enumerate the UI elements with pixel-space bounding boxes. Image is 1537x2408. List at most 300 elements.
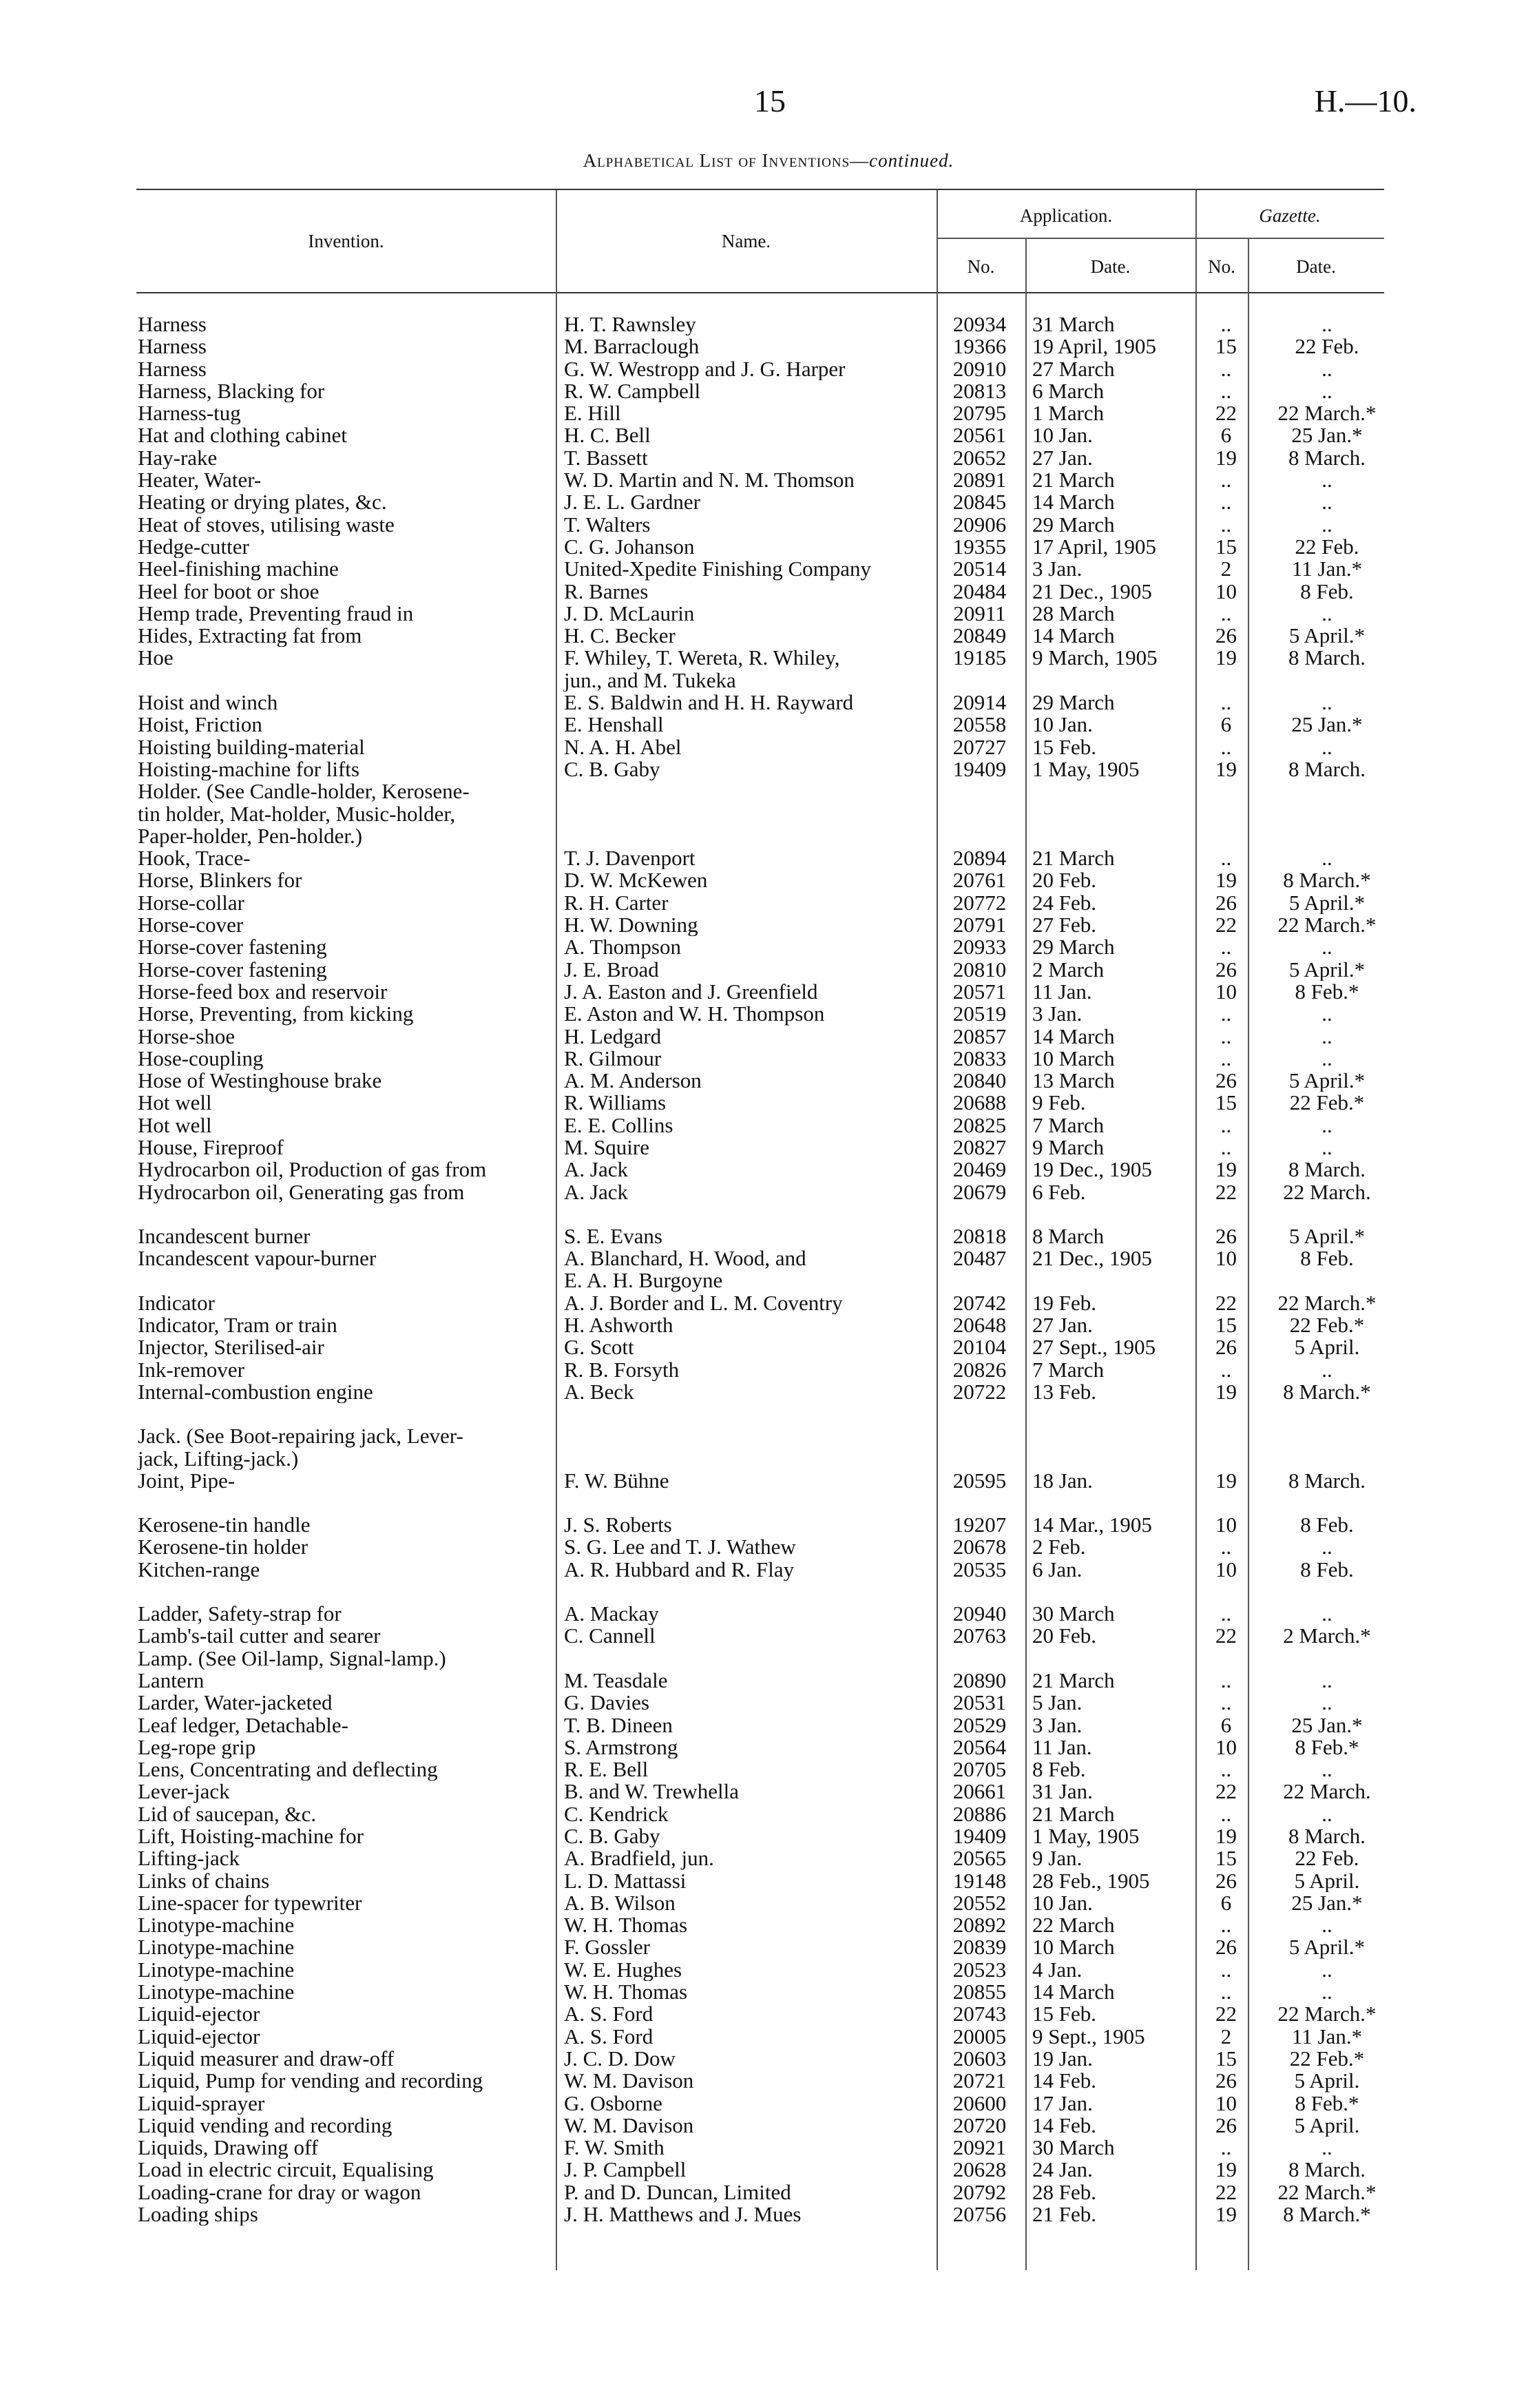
application-no-cell: 20855 — [952, 1981, 1007, 2004]
table-row — [136, 1026, 1402, 1048]
gazette-date-cell: 22 March.* — [1277, 1291, 1377, 1315]
application-date-cell: 8 March — [1032, 1225, 1105, 1248]
invention-cell: Horse-shoe — [138, 1025, 236, 1048]
invention-cell: Harness, Blacking for — [138, 380, 325, 403]
application-date-cell: 9 March — [1032, 1136, 1105, 1159]
invention-cell: Lantern — [138, 1669, 205, 1692]
gazette-date-cell: 8 March.* — [1283, 869, 1371, 892]
gazette-date-cell: 8 Feb. — [1300, 1558, 1354, 1581]
invention-cell: Horse, Preventing, from kicking — [138, 1003, 414, 1026]
spacer-row — [136, 1203, 1402, 1225]
gazette-date-cell — [1252, 1648, 1402, 1670]
invention-cell: Hat and clothing cabinet — [138, 424, 347, 447]
application-date-cell: 8 Feb. — [1032, 1758, 1086, 1781]
name-cell: J. P. Campbell — [564, 2159, 687, 2181]
application-date-cell — [1023, 825, 1200, 847]
gazette-no-cell: 10 — [1215, 1247, 1237, 1270]
name-cell: H. Ledgard — [564, 1025, 662, 1048]
application-date-cell: 14 March — [1032, 625, 1115, 647]
name-cell: P. and D. Duncan, Limited — [564, 2181, 791, 2204]
name-cell — [556, 1648, 937, 1670]
gazette-no-cell: .. — [1220, 1114, 1232, 1136]
application-no-cell: 20914 — [952, 692, 1007, 714]
gazette-no-cell — [1200, 825, 1252, 847]
gazette-date-cell: .. — [1321, 847, 1332, 870]
gazette-date-cell: 11 Jan.* — [1291, 558, 1363, 581]
gazette-no-cell: 26 — [1215, 625, 1237, 647]
application-no-cell: 20940 — [952, 1603, 1007, 1626]
gazette-date-cell: 8 Feb.* — [1295, 980, 1359, 1004]
table-row — [136, 1181, 1402, 1203]
application-no-cell: 20519 — [952, 1003, 1007, 1026]
application-date-cell — [1023, 670, 1200, 692]
gazette-date-cell — [1252, 670, 1402, 692]
application-date-cell: 14 Feb. — [1032, 2114, 1096, 2137]
gazette-no-cell — [1200, 1648, 1252, 1670]
invention-cell: House, Fireproof — [138, 1136, 284, 1159]
table-row — [136, 692, 1402, 714]
gazette-date-cell: 5 April. — [1294, 1869, 1360, 1892]
application-no-cell: 20535 — [952, 1558, 1007, 1581]
name-cell: A. S. Ford — [564, 2025, 654, 2048]
invention-cell: tin holder, Mat-holder, Music-holder, — [138, 802, 456, 825]
gazette-date-cell: .. — [1321, 513, 1332, 536]
invention-cell: Hay-rake — [138, 446, 218, 470]
gazette-date-cell: 22 Feb. — [1295, 335, 1359, 358]
spacer-row — [136, 1403, 1402, 1425]
gazette-no-cell: 26 — [1215, 1869, 1237, 1892]
gazette-no-cell: 26 — [1215, 1225, 1237, 1248]
application-date-cell: 10 Jan. — [1032, 714, 1093, 736]
table-row — [136, 1425, 1402, 1447]
application-no-cell: 20772 — [952, 891, 1007, 915]
application-date-cell: 27 Feb. — [1032, 914, 1096, 937]
application-date-cell: 15 Feb. — [1032, 2003, 1096, 2026]
table-row — [136, 380, 1402, 402]
application-date-cell — [1023, 1448, 1200, 1470]
gazette-no-cell: 22 — [1215, 914, 1237, 937]
invention-cell: Hoisting building-material — [138, 736, 365, 758]
application-date-cell: 10 March — [1032, 1047, 1115, 1070]
table-row — [136, 1314, 1402, 1336]
gazette-no-cell: 22 — [1215, 1625, 1237, 1648]
gazette-date-cell: .. — [1321, 1136, 1332, 1159]
gazette-date-cell: .. — [1321, 936, 1332, 959]
document-code: H.—10. — [1314, 83, 1416, 118]
gazette-no-cell: 26 — [1215, 891, 1237, 915]
spacer-cell — [1200, 1581, 1252, 1603]
invention-cell: Hoist, Friction — [138, 714, 262, 736]
application-date-cell — [1023, 1269, 1200, 1291]
gazette-no-cell: 19 — [1215, 1825, 1237, 1848]
gazette-date-cell: 8 March.* — [1283, 2203, 1371, 2226]
gazette-no-cell: 6 — [1220, 1891, 1232, 1915]
name-cell: A. R. Hubbard and R. Flay — [564, 1558, 795, 1581]
name-cell: C. B. Gaby — [564, 1825, 660, 1848]
name-cell: S. E. Evans — [564, 1225, 662, 1248]
table-row — [136, 981, 1402, 1003]
invention-cell: Jack. (See Boot-repairing jack, Lever- — [138, 1425, 463, 1448]
name-cell: J. H. Matthews and J. Mues — [564, 2203, 802, 2226]
application-date-cell: 24 Feb. — [1032, 891, 1096, 915]
gazette-date-cell: 2 March.* — [1283, 1625, 1371, 1648]
name-cell: W. M. Davison — [564, 2114, 694, 2137]
gazette-no-cell: .. — [1220, 1803, 1232, 1825]
table-row — [136, 647, 1402, 669]
invention-cell: Larder, Water-jacketed — [138, 1692, 333, 1714]
table-row — [136, 2048, 1402, 2070]
application-date-cell: 11 Jan. — [1032, 1736, 1092, 1759]
invention-cell: Loading-crane for dray or wagon — [138, 2181, 421, 2204]
invention-cell: Linotype-machine — [138, 1981, 295, 2004]
gazette-date-cell: 8 March. — [1288, 1159, 1366, 1181]
application-no-cell: 20911 — [953, 602, 1006, 625]
gazette-date-cell: 8 March. — [1288, 1825, 1366, 1848]
gazette-no-cell: 22 — [1215, 2003, 1237, 2026]
invention-cell: Lid of saucepan, &c. — [138, 1803, 317, 1825]
table-row — [136, 1870, 1402, 1892]
gazette-date-cell: .. — [1321, 1025, 1332, 1048]
table-row — [136, 847, 1402, 869]
spacer-cell — [1252, 1492, 1402, 1514]
table-row — [136, 1914, 1402, 1936]
invention-cell: Harness-tug — [138, 402, 241, 425]
gazette-no-cell: .. — [1220, 2137, 1232, 2159]
application-no-cell: 20763 — [952, 1625, 1007, 1648]
application-no-cell: 20529 — [952, 1714, 1007, 1736]
name-cell: J. A. Easton and J. Greenfield — [564, 980, 818, 1004]
application-date-cell: 22 March — [1032, 1914, 1115, 1937]
application-date-cell: 17 Jan. — [1032, 2092, 1093, 2115]
name-cell: J. D. McLaurin — [564, 602, 695, 625]
table-row — [136, 1048, 1402, 1070]
application-no-cell: 20810 — [952, 958, 1007, 981]
name-cell: J. C. D. Dow — [564, 2047, 676, 2070]
application-date-cell — [1023, 780, 1200, 802]
table-row — [136, 625, 1402, 647]
table-row — [136, 581, 1402, 603]
spacer-cell — [136, 1203, 556, 1225]
name-cell: W. H. Thomas — [564, 1981, 688, 2004]
application-no-cell: 20792 — [952, 2181, 1007, 2204]
application-date-cell: 21 Dec., 1905 — [1032, 1247, 1152, 1270]
application-no-cell: 19409 — [952, 758, 1007, 781]
gazette-no-cell — [1200, 1448, 1252, 1470]
name-cell: L. D. Mattassi — [564, 1869, 687, 1892]
gazette-date-cell: 8 March. — [1288, 446, 1366, 470]
invention-cell: Hose of Westinghouse brake — [138, 1070, 382, 1092]
application-no-cell: 20742 — [952, 1291, 1007, 1315]
name-cell — [556, 1448, 937, 1470]
application-no-cell: 20910 — [952, 357, 1007, 380]
gazette-no-cell: .. — [1220, 1603, 1232, 1626]
application-no-cell — [937, 780, 1023, 802]
col-header-app-no: No. — [967, 256, 995, 277]
application-no-cell: 19355 — [952, 535, 1007, 559]
gazette-date-cell: .. — [1321, 1003, 1332, 1026]
invention-cell: Lift, Hoisting-machine for — [138, 1825, 364, 1848]
table-row — [136, 558, 1402, 580]
application-date-cell: 27 Jan. — [1032, 1314, 1093, 1337]
spacer-cell — [937, 1581, 1023, 1603]
gazette-date-cell: .. — [1321, 736, 1332, 758]
table-row — [136, 936, 1402, 958]
application-date-cell: 21 Feb. — [1032, 2203, 1096, 2226]
spacer-cell — [556, 1581, 937, 1603]
table-row — [136, 869, 1402, 891]
invention-cell: Load in electric circuit, Equalising — [138, 2159, 434, 2181]
application-no-cell: 20933 — [952, 936, 1007, 959]
gazette-no-cell: 22 — [1215, 1181, 1237, 1203]
application-no-cell: 20565 — [952, 1847, 1007, 1870]
application-no-cell — [937, 825, 1023, 847]
gazette-no-cell: .. — [1220, 1914, 1232, 1937]
invention-cell: Links of chains — [138, 1869, 270, 1892]
gazette-date-cell: 5 April.* — [1288, 958, 1366, 981]
spacer-cell — [1252, 1581, 1402, 1603]
application-no-cell: 20558 — [952, 714, 1007, 736]
name-cell: R. B. Forsyth — [564, 1358, 680, 1381]
gazette-date-cell: 8 March. — [1288, 2159, 1366, 2181]
invention-cell: Lamp. (See Oil-lamp, Signal-lamp.) — [138, 1647, 446, 1670]
table-row — [136, 603, 1402, 625]
invention-cell: Indicator, Tram or train — [138, 1314, 337, 1337]
gazette-date-cell: 22 March.* — [1277, 914, 1377, 937]
invention-cell: Liquid measurer and draw-off — [138, 2047, 395, 2070]
gazette-no-cell: 26 — [1215, 1936, 1237, 1959]
application-date-cell: 19 Dec., 1905 — [1032, 1159, 1152, 1181]
application-no-cell: 20652 — [952, 446, 1007, 470]
application-no-cell: 20833 — [952, 1047, 1007, 1070]
invention-cell: Liquid-sprayer — [138, 2092, 265, 2115]
gazette-no-cell: .. — [1220, 847, 1232, 870]
name-cell: A. Mackay — [564, 1603, 659, 1626]
gazette-no-cell: .. — [1220, 1003, 1232, 1026]
name-cell: T. J. Davenport — [564, 847, 696, 870]
invention-cell: Linotype-machine — [138, 1958, 295, 1982]
spacer-cell — [136, 1403, 556, 1425]
application-no-cell: 19409 — [952, 1825, 1007, 1848]
table-row — [136, 335, 1402, 357]
table-row — [136, 959, 1402, 981]
gazette-no-cell: 22 — [1215, 1781, 1237, 1803]
table-row — [136, 1359, 1402, 1381]
invention-cell: Ink-remover — [138, 1358, 244, 1381]
application-date-cell — [1023, 1425, 1200, 1447]
application-date-cell: 1 May, 1905 — [1032, 1825, 1140, 1848]
invention-cell: Internal-combustion engine — [138, 1380, 373, 1404]
spacer-cell — [1200, 1203, 1252, 1225]
gazette-date-cell: 22 Feb.* — [1289, 1092, 1365, 1114]
gazette-date-cell: .. — [1321, 491, 1332, 514]
invention-cell: Liquid vending and recording — [138, 2114, 393, 2137]
application-date-cell: 10 Jan. — [1032, 424, 1093, 447]
invention-cell: Liquid-ejector — [138, 2025, 260, 2048]
table-row — [136, 892, 1402, 914]
invention-cell: Leg-rope grip — [138, 1736, 256, 1759]
application-no-cell: 20743 — [952, 2003, 1007, 2026]
gazette-date-cell — [1252, 1425, 1402, 1447]
table-row — [136, 536, 1402, 558]
application-no-cell: 20756 — [952, 2203, 1007, 2226]
table-row — [136, 1847, 1402, 1869]
application-no-cell: 20469 — [952, 1159, 1007, 1181]
application-no-cell: 20571 — [952, 980, 1007, 1004]
spacer-cell — [136, 1492, 556, 1514]
gazette-no-cell: .. — [1220, 1981, 1232, 2004]
name-cell: A. J. Border and L. M. Coventry — [564, 1291, 843, 1315]
spacer-cell — [1023, 1492, 1200, 1514]
gazette-date-cell: .. — [1321, 2137, 1332, 2159]
table-row — [136, 1136, 1402, 1159]
name-cell: United-Xpedite Finishing Company — [564, 558, 872, 581]
application-no-cell: 20721 — [952, 2070, 1007, 2093]
application-no-cell: 20827 — [952, 1136, 1007, 1159]
application-no-cell: 20552 — [952, 1891, 1007, 1915]
table-row — [136, 1648, 1402, 1670]
application-date-cell: 10 March — [1032, 1936, 1115, 1959]
invention-cell: Linotype-machine — [138, 1914, 295, 1937]
invention-cell — [136, 1269, 556, 1291]
gazette-no-cell: 22 — [1215, 1291, 1237, 1315]
gazette-no-cell — [1200, 1269, 1252, 1291]
header-bottom-rule — [136, 292, 1384, 293]
table-row — [136, 358, 1402, 380]
gazette-no-cell: .. — [1220, 469, 1232, 492]
name-cell: T. Bassett — [564, 446, 648, 470]
application-no-cell: 20892 — [952, 1914, 1007, 1937]
title-main: Alphabetical List of Inventions— — [583, 150, 870, 171]
invention-cell: Liquid-ejector — [138, 2003, 260, 2026]
gazette-date-cell: 22 March. — [1283, 1181, 1371, 1203]
invention-cell: Hot well — [138, 1114, 212, 1136]
name-cell: A. Beck — [564, 1380, 634, 1404]
table-row — [136, 1670, 1402, 1692]
invention-cell: Lifting-jack — [138, 1847, 240, 1870]
gazette-date-cell: 8 March.* — [1283, 1380, 1371, 1404]
gazette-date-cell: 22 Feb. — [1295, 1847, 1359, 1870]
table-row — [136, 1559, 1402, 1581]
gazette-date-cell: .. — [1321, 1358, 1332, 1381]
application-no-cell: 20906 — [952, 513, 1007, 536]
spacer-cell — [556, 1203, 937, 1225]
application-no-cell: 19366 — [952, 335, 1007, 358]
application-date-cell: 19 April, 1905 — [1032, 335, 1156, 358]
invention-cell: Joint, Pipe- — [138, 1469, 236, 1493]
application-no-cell: 20825 — [952, 1114, 1007, 1136]
table-row — [136, 1692, 1402, 1714]
application-date-cell: 3 Jan. — [1032, 1003, 1083, 1026]
invention-cell: Leaf ledger, Detachable- — [138, 1714, 348, 1736]
name-cell: J. E. Broad — [564, 958, 659, 981]
application-no-cell: 20840 — [952, 1070, 1007, 1092]
application-date-cell: 9 Jan. — [1032, 1847, 1083, 1870]
invention-cell: Harness — [138, 313, 207, 336]
spacer-cell — [937, 1403, 1023, 1425]
gazette-no-cell: 19 — [1215, 2203, 1237, 2226]
application-no-cell: 20813 — [952, 380, 1007, 403]
table-row — [136, 1381, 1402, 1403]
gazette-no-cell: 15 — [1215, 335, 1237, 358]
gazette-no-cell: 15 — [1215, 535, 1237, 559]
application-date-cell: 14 March — [1032, 491, 1115, 514]
application-date-cell — [1023, 1648, 1200, 1670]
name-cell: E. Aston and W. H. Thompson — [564, 1003, 825, 1026]
application-no-cell: 20849 — [952, 625, 1007, 647]
invention-cell: Horse-cover fastening — [138, 958, 327, 981]
application-no-cell — [937, 1425, 1023, 1447]
gazette-date-cell: 22 March.* — [1277, 2181, 1377, 2204]
application-date-cell: 20 Feb. — [1032, 1625, 1096, 1648]
application-no-cell: 20845 — [952, 491, 1007, 514]
gazette-date-cell: 8 Feb.* — [1295, 1736, 1359, 1759]
spacer-cell — [556, 1403, 937, 1425]
application-no-cell — [937, 803, 1023, 825]
name-cell: A. Jack — [564, 1159, 628, 1181]
gazette-no-cell: .. — [1220, 692, 1232, 714]
gazette-no-cell: 22 — [1215, 402, 1237, 425]
name-cell: jun., and M. Tukeka — [564, 669, 736, 692]
application-no-cell: 20921 — [952, 2137, 1007, 2159]
table-row — [136, 2203, 1402, 2225]
table-row — [136, 447, 1402, 469]
table-row — [136, 803, 1402, 825]
name-cell: H. Ashworth — [564, 1314, 673, 1337]
gazette-no-cell — [1200, 780, 1252, 802]
name-cell: H. W. Downing — [564, 914, 698, 937]
gazette-no-cell: .. — [1220, 1358, 1232, 1381]
application-date-cell: 27 Sept., 1905 — [1032, 1336, 1156, 1359]
application-date-cell — [1023, 803, 1200, 825]
gazette-date-cell: 5 April. — [1294, 2070, 1360, 2093]
table-row — [136, 1470, 1402, 1492]
spacer-cell — [1023, 1403, 1200, 1425]
invention-cell: Horse-collar — [138, 891, 244, 915]
name-cell: A. B. Wilson — [564, 1891, 676, 1915]
table-row — [136, 2115, 1402, 2137]
table-row — [136, 1936, 1402, 1958]
invention-cell: Incandescent vapour-burner — [138, 1247, 377, 1270]
table-row — [136, 1714, 1402, 1736]
application-date-cell: 6 March — [1032, 380, 1105, 403]
gazette-date-cell — [1252, 1448, 1402, 1470]
gazette-no-cell: .. — [1220, 1136, 1232, 1159]
application-date-cell: 27 March — [1032, 357, 1115, 380]
application-no-cell: 20727 — [952, 736, 1007, 758]
name-cell: J. E. L. Gardner — [564, 491, 700, 514]
table-row — [136, 313, 1402, 335]
application-no-cell: 20005 — [952, 2025, 1007, 2048]
gazette-no-cell: .. — [1220, 1025, 1232, 1048]
table-row — [136, 1536, 1402, 1558]
application-no-cell: 20661 — [952, 1781, 1007, 1803]
name-cell: N. A. H. Abel — [564, 736, 682, 758]
table-row — [136, 1959, 1402, 1981]
invention-cell: Heel-finishing machine — [138, 558, 339, 581]
application-date-cell: 10 Jan. — [1032, 1891, 1093, 1915]
application-date-cell: 3 Jan. — [1032, 558, 1083, 581]
gazette-date-cell: 22 Feb.* — [1289, 1314, 1365, 1337]
application-date-cell: 17 April, 1905 — [1032, 535, 1156, 559]
name-cell: F. Whiley, T. Wereta, R. Whiley, — [564, 647, 840, 670]
application-no-cell: 20603 — [952, 2047, 1007, 2070]
application-date-cell: 28 March — [1032, 602, 1115, 625]
table-row — [136, 1225, 1402, 1247]
gazette-no-cell: 10 — [1215, 580, 1237, 603]
application-date-cell: 19 Feb. — [1032, 1291, 1096, 1315]
table-row — [136, 1247, 1402, 1269]
name-cell: T. B. Dineen — [564, 1714, 673, 1736]
